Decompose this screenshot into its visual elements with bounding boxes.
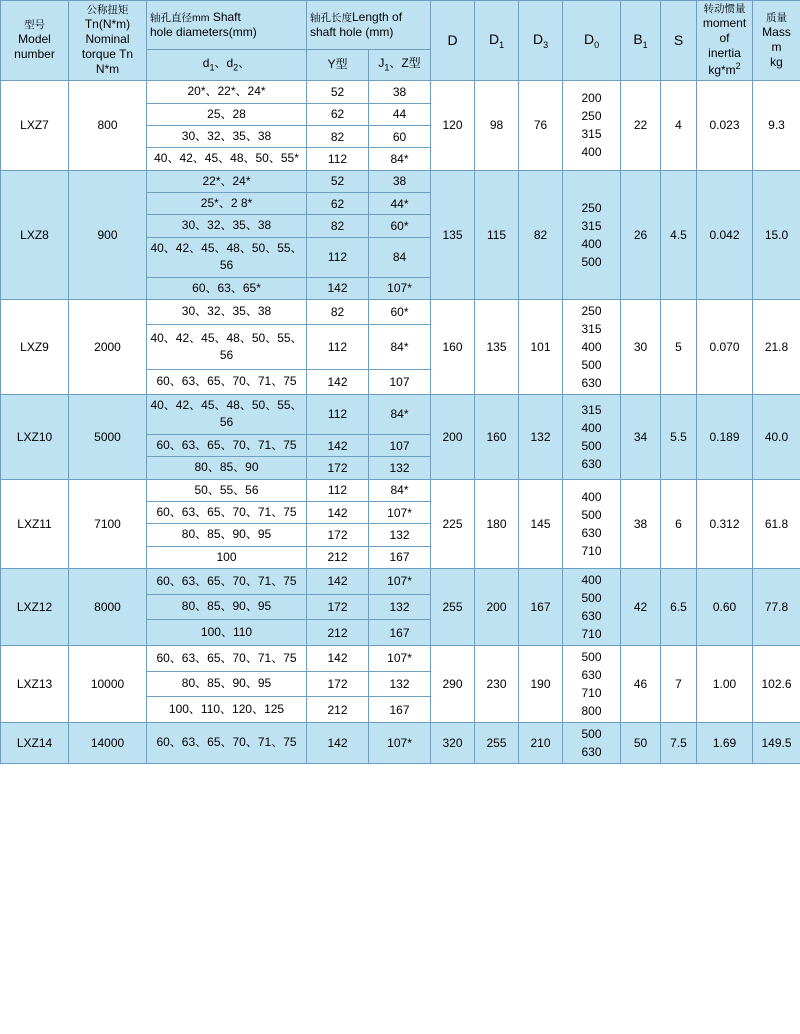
cell-D0: 400 500 630 710 (563, 479, 621, 569)
header-D1: $D_1$ (475, 1, 519, 81)
header-bore-diameter: 轴孔直径mm Shaft hole diameters(mm) (147, 1, 307, 50)
cell-D: 160 (431, 300, 475, 395)
cell-D1: 200 (475, 569, 519, 646)
cell-length-jz: 167 (369, 620, 431, 646)
cell-S: 4 (661, 81, 697, 171)
cell-D0: 315 400 500 630 (563, 395, 621, 480)
cell-inertia: 0.189 (697, 395, 753, 480)
cell-D: 200 (431, 395, 475, 480)
cell-B1: 38 (621, 479, 661, 569)
cell-bore-diameters: 25、28 (147, 103, 307, 125)
cell-S: 5.5 (661, 395, 697, 480)
cell-D1: 160 (475, 395, 519, 480)
cell-length-jz: 132 (369, 524, 431, 546)
cell-length-jz: 107* (369, 646, 431, 672)
cell-length-y: 142 (307, 646, 369, 672)
cell-length-jz: 60* (369, 300, 431, 325)
cell-inertia: 0.60 (697, 569, 753, 646)
cell-D0: 500 630 (563, 723, 621, 764)
cell-length-jz: 132 (369, 594, 431, 620)
cell-D: 225 (431, 479, 475, 569)
cell-length-jz: 44 (369, 103, 431, 125)
table-row (1, 81, 800, 103)
cell-inertia: 0.070 (697, 300, 753, 395)
cell-length-y: 82 (307, 215, 369, 237)
cell-bore-diameters: 60、63、65、70、71、75 (147, 434, 307, 456)
cell-length-jz: 107* (369, 277, 431, 299)
cell-length-jz: 84* (369, 479, 431, 501)
cell-model: LXZ12 (1, 569, 69, 646)
cell-D: 135 (431, 170, 475, 299)
cell-length-y: 112 (307, 395, 369, 435)
cell-inertia: 0.042 (697, 170, 753, 299)
cell-mass: 77.8 (753, 569, 800, 646)
cell-model: LXZ7 (1, 81, 69, 171)
table-row (1, 170, 800, 192)
cell-length-y: 212 (307, 546, 369, 568)
cell-mass: 102.6 (753, 646, 800, 723)
cell-length-jz: 38 (369, 81, 431, 103)
cell-bore-diameters: 30、32、35、38 (147, 215, 307, 237)
cell-D3: 132 (519, 395, 563, 480)
cell-length-y: 172 (307, 524, 369, 546)
header-type-y: Y型 (307, 49, 369, 80)
cell-bore-diameters: 20*、22*、24* (147, 81, 307, 103)
cell-B1: 42 (621, 569, 661, 646)
cell-D1: 115 (475, 170, 519, 299)
cell-length-jz: 84 (369, 237, 431, 277)
cell-length-y: 62 (307, 103, 369, 125)
cell-length-y: 52 (307, 170, 369, 192)
cell-length-y: 142 (307, 569, 369, 595)
cell-bore-diameters: 60、63、65、70、71、75 (147, 501, 307, 523)
table-row (1, 569, 800, 595)
cell-bore-diameters: 80、85、90 (147, 457, 307, 479)
header-nominal-torque: 公称扭矩 Tn(N*m) Nominal torque Tn N*m (69, 1, 147, 81)
header-S: S (661, 1, 697, 81)
cell-S: 7 (661, 646, 697, 723)
cell-bore-diameters: 60、63、65、70、71、75 (147, 369, 307, 394)
cell-mass: 149.5 (753, 723, 800, 764)
cell-torque: 8000 (69, 569, 147, 646)
cell-bore-diameters: 25*、2 8* (147, 193, 307, 215)
cell-D0: 400 500 630 710 (563, 569, 621, 646)
cell-torque: 800 (69, 81, 147, 171)
cell-length-y: 82 (307, 300, 369, 325)
cell-inertia: 0.312 (697, 479, 753, 569)
header-B1: $B_1$ (621, 1, 661, 81)
cell-bore-diameters: 100 (147, 546, 307, 568)
cell-B1: 26 (621, 170, 661, 299)
cell-length-jz: 84* (369, 325, 431, 370)
cell-B1: 46 (621, 646, 661, 723)
cell-torque: 10000 (69, 646, 147, 723)
cell-inertia: 1.00 (697, 646, 753, 723)
cell-length-y: 112 (307, 237, 369, 277)
cell-length-y: 172 (307, 457, 369, 479)
cell-length-jz: 84* (369, 148, 431, 170)
cell-mass: 15.0 (753, 170, 800, 299)
cell-length-jz: 38 (369, 170, 431, 192)
cell-D: 255 (431, 569, 475, 646)
header-mass: 质量 Mass m kg (753, 1, 800, 81)
cell-length-jz: 107* (369, 723, 431, 764)
cell-length-jz: 60 (369, 125, 431, 147)
cell-D1: 98 (475, 81, 519, 171)
cell-D1: 255 (475, 723, 519, 764)
cell-length-jz: 107* (369, 569, 431, 595)
cell-D: 290 (431, 646, 475, 723)
cell-mass: 9.3 (753, 81, 800, 171)
cell-bore-diameters: 80、85、90、95 (147, 671, 307, 697)
cell-torque: 7100 (69, 479, 147, 569)
cell-length-y: 62 (307, 193, 369, 215)
cell-length-jz: 107* (369, 501, 431, 523)
cell-bore-diameters: 30、32、35、38 (147, 300, 307, 325)
cell-model: LXZ13 (1, 646, 69, 723)
cell-bore-diameters: 60、63、65、70、71、75 (147, 723, 307, 764)
cell-bore-diameters: 100、110、120、125 (147, 697, 307, 723)
cell-D3: 76 (519, 81, 563, 171)
cell-S: 5 (661, 300, 697, 395)
cell-bore-diameters: 22*、24* (147, 170, 307, 192)
cell-length-jz: 84* (369, 395, 431, 435)
cell-length-y: 112 (307, 148, 369, 170)
cell-D0: 250 315 400 500 (563, 170, 621, 299)
cell-D0: 250 315 400 500 630 (563, 300, 621, 395)
header-type-jz: $J_1$、Z型 (369, 49, 431, 80)
cell-model: LXZ8 (1, 170, 69, 299)
header-model: 型号 Model number (1, 1, 69, 81)
cell-D: 120 (431, 81, 475, 171)
cell-B1: 50 (621, 723, 661, 764)
cell-D3: 145 (519, 479, 563, 569)
cell-bore-diameters: 40、42、45、48、50、55、56 (147, 395, 307, 435)
cell-B1: 34 (621, 395, 661, 480)
cell-torque: 5000 (69, 395, 147, 480)
cell-length-jz: 44* (369, 193, 431, 215)
cell-length-jz: 167 (369, 546, 431, 568)
cell-D1: 135 (475, 300, 519, 395)
cell-D3: 190 (519, 646, 563, 723)
cell-S: 6.5 (661, 569, 697, 646)
cell-length-y: 172 (307, 671, 369, 697)
cell-length-y: 172 (307, 594, 369, 620)
cell-length-jz: 107 (369, 434, 431, 456)
header-D0: $D_0$ (563, 1, 621, 81)
cell-bore-diameters: 30、32、35、38 (147, 125, 307, 147)
cell-inertia: 0.023 (697, 81, 753, 171)
header-d1-d2: $d_1$、$d_2$、 (147, 49, 307, 80)
cell-model: LXZ9 (1, 300, 69, 395)
cell-length-jz: 167 (369, 697, 431, 723)
cell-bore-diameters: 60、63、65、70、71、75 (147, 569, 307, 595)
cell-D1: 230 (475, 646, 519, 723)
cell-length-y: 142 (307, 501, 369, 523)
cell-length-y: 52 (307, 81, 369, 103)
cell-D3: 210 (519, 723, 563, 764)
cell-D3: 82 (519, 170, 563, 299)
cell-D3: 167 (519, 569, 563, 646)
cell-length-jz: 132 (369, 457, 431, 479)
cell-length-jz: 107 (369, 369, 431, 394)
cell-S: 7.5 (661, 723, 697, 764)
cell-bore-diameters: 40、42、45、48、50、55* (147, 148, 307, 170)
cell-B1: 22 (621, 81, 661, 171)
cell-bore-diameters: 80、85、90、95 (147, 524, 307, 546)
cell-bore-diameters: 40、42、45、48、50、55、56 (147, 325, 307, 370)
cell-model: LXZ10 (1, 395, 69, 480)
cell-length-y: 142 (307, 369, 369, 394)
header-D: D (431, 1, 475, 81)
cell-length-jz: 60* (369, 215, 431, 237)
cell-inertia: 1.69 (697, 723, 753, 764)
cell-length-y: 212 (307, 620, 369, 646)
cell-length-y: 112 (307, 325, 369, 370)
cell-D: 320 (431, 723, 475, 764)
cell-bore-diameters: 60、63、65* (147, 277, 307, 299)
cell-mass: 61.8 (753, 479, 800, 569)
cell-model: LXZ14 (1, 723, 69, 764)
cell-S: 6 (661, 479, 697, 569)
table-row (1, 479, 800, 501)
cell-length-y: 142 (307, 434, 369, 456)
table-row (1, 723, 800, 764)
cell-bore-diameters: 100、110 (147, 620, 307, 646)
cell-length-y: 142 (307, 723, 369, 764)
cell-bore-diameters: 40、42、45、48、50、55、56 (147, 237, 307, 277)
header-D3: $D_3$ (519, 1, 563, 81)
cell-S: 4.5 (661, 170, 697, 299)
cell-B1: 30 (621, 300, 661, 395)
cell-bore-diameters: 80、85、90、95 (147, 594, 307, 620)
cell-torque: 2000 (69, 300, 147, 395)
cell-D3: 101 (519, 300, 563, 395)
cell-D0: 500 630 710 800 (563, 646, 621, 723)
cell-length-jz: 132 (369, 671, 431, 697)
cell-length-y: 212 (307, 697, 369, 723)
cell-bore-diameters: 50、55、56 (147, 479, 307, 501)
cell-length-y: 82 (307, 125, 369, 147)
table-row (1, 646, 800, 672)
table-row (1, 395, 800, 435)
header-inertia: 转动惯量 moment of inertia $kg*m^2$ (697, 1, 753, 81)
cell-torque: 14000 (69, 723, 147, 764)
cell-D1: 180 (475, 479, 519, 569)
table-body (1, 1, 800, 764)
header-row-1 (1, 1, 800, 50)
cell-mass: 21.8 (753, 300, 800, 395)
header-hole-length: 轴孔长度Length of shaft hole (mm) (307, 1, 431, 50)
cell-D0: 200 250 315 400 (563, 81, 621, 171)
cell-model: LXZ11 (1, 479, 69, 569)
cell-length-y: 112 (307, 479, 369, 501)
cell-mass: 40.0 (753, 395, 800, 480)
cell-length-y: 142 (307, 277, 369, 299)
table-row (1, 300, 800, 325)
cell-torque: 900 (69, 170, 147, 299)
cell-bore-diameters: 60、63、65、70、71、75 (147, 646, 307, 672)
